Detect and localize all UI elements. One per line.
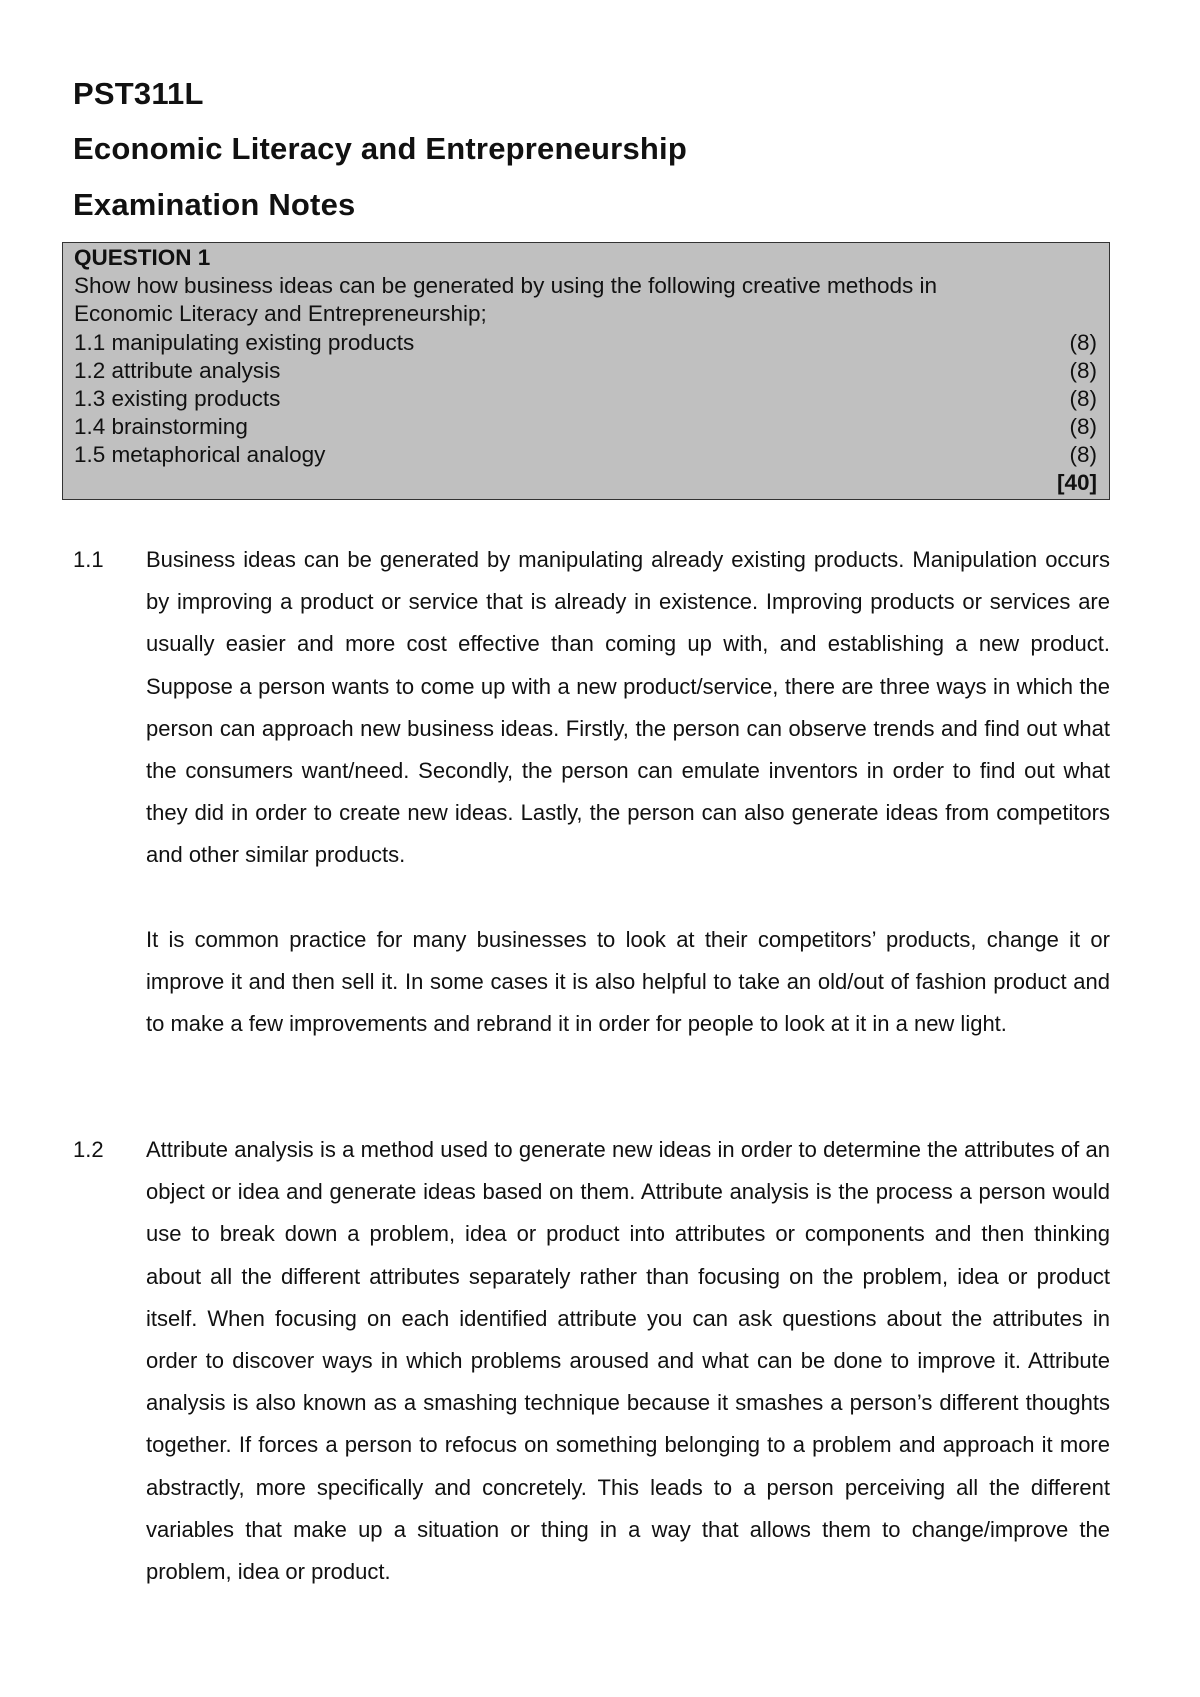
question-item-label: 1.3 existing products — [74, 386, 281, 411]
question-item-label: 1.1 manipulating existing products — [74, 330, 415, 355]
question-prompt: Show how business ideas can be generated by using the following creative methods in Economic Literacy and Entrepreneurship; — [74, 273, 938, 326]
question-item-marks: (8) — [1069, 442, 1097, 467]
question-title: QUESTION 1 — [74, 245, 211, 270]
question-item-label: 1.5 metaphorical analogy — [74, 442, 326, 467]
question-item-marks: (8) — [1069, 330, 1097, 355]
question-item — [74, 356, 1097, 384]
question-item-marks: (8) — [1069, 414, 1097, 439]
course-code-heading: PST311L — [73, 76, 204, 111]
question-item — [74, 384, 1097, 412]
question-box — [62, 242, 1110, 500]
question-total-marks: [40] — [1056, 470, 1097, 495]
document-title-heading: Examination Notes — [73, 187, 356, 222]
answer-paragraph: Business ideas can be generated by manipulating already existing products. Manipulation occurs by improving a product or service that is already in existence. Improving products or services are usually easier and more cost effective than coming up with, and establishing a new product. Suppose a person wants to come up with a new product/service, there are three ways in which the person can approach new business ideas. Firstly, the person can observe trends and find out what the consumers want/need. Secondly, the person can emulate inventors in order to find out what they did in order to create new ideas. Lastly, the person can also generate ideas from competitors and other similar products. — [146, 547, 1110, 868]
answer-number: 1.1 — [73, 547, 104, 572]
answer-number: 1.2 — [73, 1137, 104, 1162]
question-item — [74, 412, 1097, 440]
answer-paragraph: It is common practice for many businesses to look at their competitors’ products, change it or improve it and then sell it. In some cases it is also helpful to take an old/out of fashion product and to make a few improvements and rebrand it in order for people to look at it in a new light. — [146, 927, 1110, 1037]
question-item-marks: (8) — [1069, 386, 1097, 411]
question-item — [74, 440, 1097, 468]
course-title-heading: Economic Literacy and Entrepreneurship — [73, 131, 687, 166]
question-item-label: 1.4 brainstorming — [74, 414, 248, 439]
question-item-label: 1.2 attribute analysis — [74, 358, 281, 383]
answer-paragraph: Attribute analysis is a method used to generate new ideas in order to determine the attributes of an object or idea and generate ideas based on them. Attribute analysis is the process a person would use to break down a problem, idea or product into attributes or components and then thinking about all the different attributes separately rather than focusing on the problem, idea or product itself. When focusing on each identified attribute you can ask questions about the attributes in order to discover ways in which problems aroused and what can be done to improve it. Attribute analysis is also known as a smashing technique because it smashes a person’s different thoughts together. If forces a person to refocus on something belonging to a problem and approach it more abstractly, more specifically and concretely. This leads to a person perceiving all the different variables that make up a situation or thing in a way that allows them to change/improve the problem, idea or product. — [146, 1137, 1110, 1585]
question-item — [74, 328, 1097, 356]
question-item-marks: (8) — [1069, 358, 1097, 383]
